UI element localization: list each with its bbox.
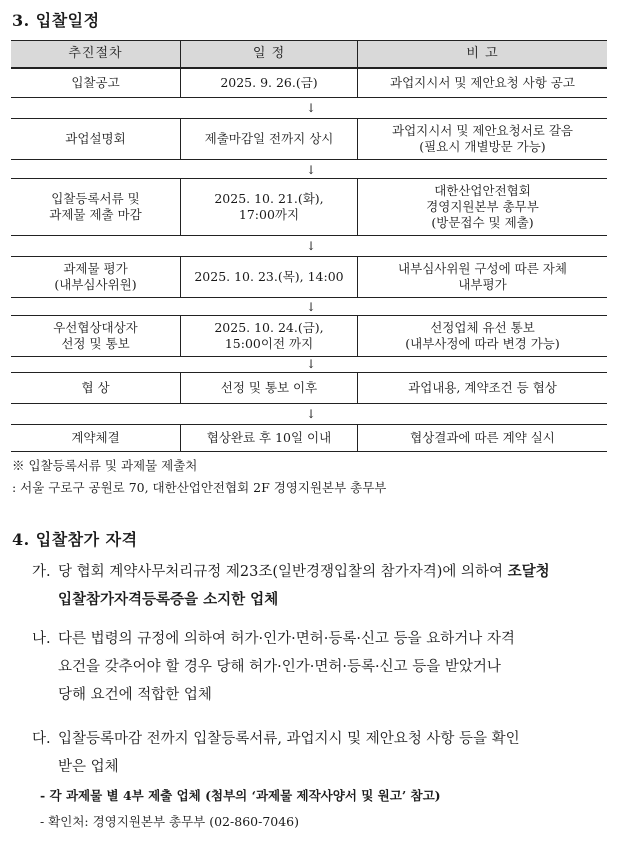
step-cell: 입찰공고 xyxy=(71,75,120,90)
item-da-marker: 다. xyxy=(32,731,51,747)
header-remark: 비 고 xyxy=(466,46,499,61)
table-row xyxy=(11,372,607,404)
flow-arrow-icon: ↓ xyxy=(305,407,317,421)
schedule-cell: 2025. 10. 21.(화), 17:00까지 xyxy=(180,179,358,235)
flow-arrow-icon: ↓ xyxy=(305,357,317,371)
section3-title: 3. 입찰일정 xyxy=(12,11,100,30)
step-cell: 과제물 평가 (내부심사위원) xyxy=(54,261,137,292)
flow-arrow-icon: ↓ xyxy=(305,163,317,177)
table-row xyxy=(11,68,607,98)
step-cell: 계약체결 xyxy=(71,430,120,445)
schedule-cell: 선정 및 통보 이후 xyxy=(180,373,358,403)
remark-cell: 대한산업안전협회 경영지원본부 총무부 (방문접수 및 제출) xyxy=(426,183,539,230)
remark-cell: 내부심사위원 구성에 따른 자체 내부평가 xyxy=(398,261,567,292)
flow-arrow-icon: ↓ xyxy=(305,300,317,314)
submission-note-address: : 서울 구로구 공원로 70, 대한산업안전협회 2F 경영지원본부 총무부 xyxy=(12,480,387,495)
item-na-line: 당해 요건에 적합한 업체 xyxy=(58,687,212,703)
schedule-cell: 협상완료 후 10일 이내 xyxy=(180,425,358,451)
schedule-table-header xyxy=(11,40,607,68)
step-cell: 입찰등록서류 및 과제물 제출 마감 xyxy=(49,191,142,222)
step-cell: 협 상 xyxy=(81,380,110,395)
flow-arrow-icon: ↓ xyxy=(305,101,317,115)
table-row xyxy=(11,315,607,357)
remark-cell: 선정업체 유선 통보 (내부사정에 따라 변경 가능) xyxy=(405,320,560,351)
submission-note-title: ※ 입찰등록서류 및 과제물 제출처 xyxy=(12,458,198,473)
item-na-line: 다른 법령의 규정에 의하여 허가·인가·면허·등록·신고 등을 요하거나 자격 xyxy=(58,631,515,647)
header-schedule: 일 정 xyxy=(180,41,358,67)
step-cell: 우선협상대상자 선정 및 통보 xyxy=(53,320,138,351)
schedule-cell: 2025. 10. 24.(금), 15:00이전 까지 xyxy=(180,316,358,356)
schedule-cell: 2025. 9. 26.(금) xyxy=(180,69,358,97)
item-na-marker: 나. xyxy=(32,631,51,647)
item-ga-marker: 가. xyxy=(32,564,51,580)
table-row xyxy=(11,118,607,160)
bullet-contact: - 확인처: 경영지원본부 총무부 (02-860-7046) xyxy=(40,814,300,829)
header-step: 추진절차 xyxy=(68,46,123,61)
remark-cell: 과업지시서 및 제안요청서로 갈음 (필요시 개별방문 가능) xyxy=(392,123,573,154)
table-row xyxy=(11,178,607,236)
remark-cell: 과업지시서 및 제안요청 사항 공고 xyxy=(390,75,575,90)
flow-arrow-icon: ↓ xyxy=(305,239,317,253)
step-cell: 과업설명회 xyxy=(65,131,126,146)
item-da-line: 입찰등록마감 전까지 입찰등록서류, 과업지시 및 제안요청 사항 등을 확인 xyxy=(58,731,520,747)
remark-cell: 협상결과에 따른 계약 실시 xyxy=(410,430,555,445)
section4-title: 4. 입찰참가 자격 xyxy=(12,530,138,549)
item-ga-line2: 입찰참가자격등록증을 소지한 업체 xyxy=(58,591,279,608)
item-ga-line1: 당 협회 계약사무처리규정 제23조(일반경쟁입찰의 참가자격)에 의하여 조달청 xyxy=(58,563,550,580)
schedule-cell: 2025. 10. 23.(목), 14:00 xyxy=(180,257,358,297)
table-row xyxy=(11,256,607,298)
item-da-line: 받은 업체 xyxy=(58,759,119,775)
schedule-cell: 제출마감일 전까지 상시 xyxy=(180,119,358,159)
item-na-line: 요건을 갖추어야 할 경우 당해 허가·인가·면허·등록·신고 등을 받았거나 xyxy=(58,659,501,675)
remark-cell: 과업내용, 계약조건 등 협상 xyxy=(408,380,557,395)
table-row xyxy=(11,424,607,452)
bullet-submission-copies: - 각 과제물 별 4부 제출 업체 (첨부의 ‘과제물 제작사양서 및 원고’ 참고) xyxy=(40,788,441,803)
